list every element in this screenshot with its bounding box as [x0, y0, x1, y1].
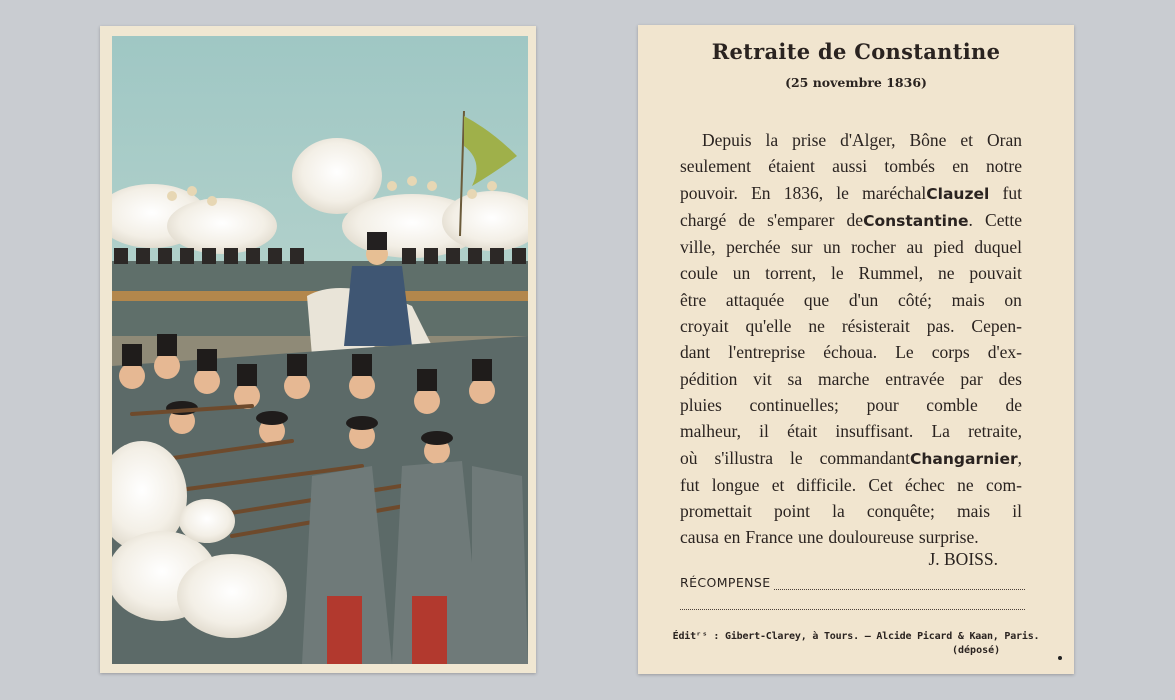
- word: ne: [957, 474, 974, 495]
- word: croyait: [680, 316, 729, 337]
- word: s'emparer: [767, 209, 835, 230]
- word: malheur,: [680, 421, 742, 442]
- word: être: [680, 289, 707, 310]
- word: et: [960, 130, 974, 150]
- word: douloureuse: [828, 527, 914, 548]
- word: d'Alger,: [840, 130, 896, 150]
- word: et: [771, 474, 785, 495]
- word: la: [765, 130, 779, 150]
- word: le: [831, 263, 844, 284]
- word: il: [1012, 501, 1022, 522]
- word: échec: [904, 474, 945, 495]
- word: point: [774, 501, 811, 522]
- word: La: [931, 421, 950, 442]
- word: on: [1004, 289, 1022, 310]
- text-card: [638, 25, 1074, 674]
- body-line: [680, 127, 1022, 153]
- word: ,: [1017, 447, 1022, 468]
- word: com-: [985, 474, 1022, 495]
- body-line: [680, 234, 1022, 260]
- word: où: [680, 447, 698, 468]
- word: une: [798, 527, 824, 548]
- bold-name: Clauzel: [926, 184, 990, 203]
- word: coule: [680, 263, 718, 284]
- body-line: [680, 339, 1022, 365]
- word: Depuis: [702, 130, 752, 150]
- body-line: [680, 445, 1022, 472]
- word: en: [723, 527, 741, 548]
- word: marche: [817, 368, 870, 389]
- word: duquel: [974, 237, 1022, 258]
- body-line: [680, 472, 1022, 498]
- word: commandantChangarnier,: [819, 447, 1022, 468]
- body-line: [680, 366, 1022, 392]
- battle-scene-illustration: [112, 36, 528, 664]
- word: d'ex-: [987, 342, 1022, 363]
- word: le: [836, 182, 849, 203]
- word: en: [952, 156, 969, 177]
- word: mais: [957, 501, 991, 522]
- card-date: (25 novembre 1836): [785, 75, 927, 90]
- word: était: [787, 421, 818, 442]
- word: pluies: [680, 394, 722, 415]
- word: 1836,: [783, 182, 824, 203]
- word: la: [832, 501, 845, 522]
- word: il: [759, 421, 769, 442]
- word: étaient: [768, 156, 815, 177]
- word: fut: [680, 474, 700, 495]
- word: Oran: [987, 130, 1022, 150]
- word: de: [1005, 394, 1022, 415]
- word: En: [751, 182, 771, 203]
- word: d'un: [848, 289, 879, 310]
- card-title: Retraite de Constantine: [711, 39, 1001, 64]
- word: perchée: [726, 237, 781, 258]
- word: échoua.: [823, 342, 878, 363]
- word: au: [906, 237, 923, 258]
- word: vit: [753, 368, 772, 389]
- word: prise: [792, 130, 827, 150]
- word: Bône: [909, 130, 947, 150]
- word: des: [998, 368, 1022, 389]
- bold-name: Changarnier: [910, 449, 1018, 468]
- depose-mark: (déposé): [952, 645, 1001, 656]
- second-dotted-line: [680, 609, 1025, 610]
- word: surprise.: [918, 527, 979, 548]
- word: l'entreprise: [728, 342, 806, 363]
- word: retraite,: [968, 421, 1022, 442]
- word: un: [732, 263, 751, 284]
- word: insuffisant.: [835, 421, 914, 442]
- card-body-text: [680, 127, 1022, 551]
- word: pédition: [680, 368, 738, 389]
- word: attaquée: [725, 289, 785, 310]
- body-line: [680, 260, 1022, 286]
- word: pour: [866, 394, 899, 415]
- word: causa: [680, 527, 719, 548]
- word: notre: [986, 156, 1022, 177]
- word: Le: [895, 342, 914, 363]
- word: qu'elle: [745, 316, 792, 337]
- word: .: [968, 209, 973, 230]
- word: conquête;: [866, 501, 935, 522]
- word: de: [738, 209, 755, 230]
- word: que: [803, 289, 830, 310]
- body-line: [680, 313, 1022, 339]
- word: tombés: [884, 156, 935, 177]
- body-line: [680, 392, 1022, 418]
- word: continuelles;: [749, 394, 839, 415]
- word: ville,: [680, 237, 716, 258]
- body-line: [680, 498, 1022, 524]
- word: par: [960, 368, 983, 389]
- word: deConstantine.: [846, 209, 973, 230]
- body-line: [680, 524, 1022, 550]
- word: corps: [931, 342, 970, 363]
- word: chargé: [680, 209, 727, 230]
- word: France: [745, 527, 794, 548]
- illustration-card: [100, 26, 536, 673]
- word: ne: [938, 263, 955, 284]
- word: Cepen-: [971, 316, 1022, 337]
- word: mais: [951, 289, 985, 310]
- word: pas.: [926, 316, 955, 337]
- word: longue: [711, 474, 760, 495]
- word: aussi: [832, 156, 868, 177]
- word: maréchalClauzel: [862, 182, 990, 203]
- body-line: [680, 153, 1022, 179]
- word: pouvoir.: [680, 182, 738, 203]
- word: torrent,: [765, 263, 817, 284]
- recompense-field: [680, 575, 1025, 590]
- publisher-line: Éditʳˢ : Gibert-Clarey, à Tours. — Alcide Picard & Kaan, Paris.: [672, 631, 1040, 642]
- corner-dot: [1058, 656, 1062, 660]
- bold-name: Constantine: [863, 211, 969, 230]
- word: s'illustra: [714, 447, 774, 468]
- word: pouvait: [969, 263, 1022, 284]
- word: résisterait: [841, 316, 910, 337]
- word: dant: [680, 342, 711, 363]
- body-line: [680, 180, 1022, 207]
- word: sa: [787, 368, 803, 389]
- body-line: [680, 287, 1022, 313]
- word: fut: [1002, 182, 1022, 203]
- author-signature: J. BOISS.: [928, 549, 998, 569]
- word: comble: [926, 394, 978, 415]
- word: le: [790, 447, 803, 468]
- word: ne: [808, 316, 825, 337]
- word: seulement: [680, 156, 751, 177]
- word: Cet: [868, 474, 893, 495]
- body-line: [680, 418, 1022, 444]
- word: difficile.: [796, 474, 857, 495]
- recompense-label: RÉCOMPENSE: [680, 575, 771, 590]
- word: Cette: [985, 209, 1022, 230]
- word: côté;: [897, 289, 932, 310]
- body-line: [680, 207, 1022, 234]
- word: un: [823, 237, 841, 258]
- word: pied: [933, 237, 964, 258]
- word: promettait: [680, 501, 752, 522]
- word: entravée: [885, 368, 945, 389]
- word: Rummel,: [858, 263, 924, 284]
- word: rocher: [851, 237, 896, 258]
- word: sur: [791, 237, 813, 258]
- recompense-dotted-line: [774, 577, 1025, 590]
